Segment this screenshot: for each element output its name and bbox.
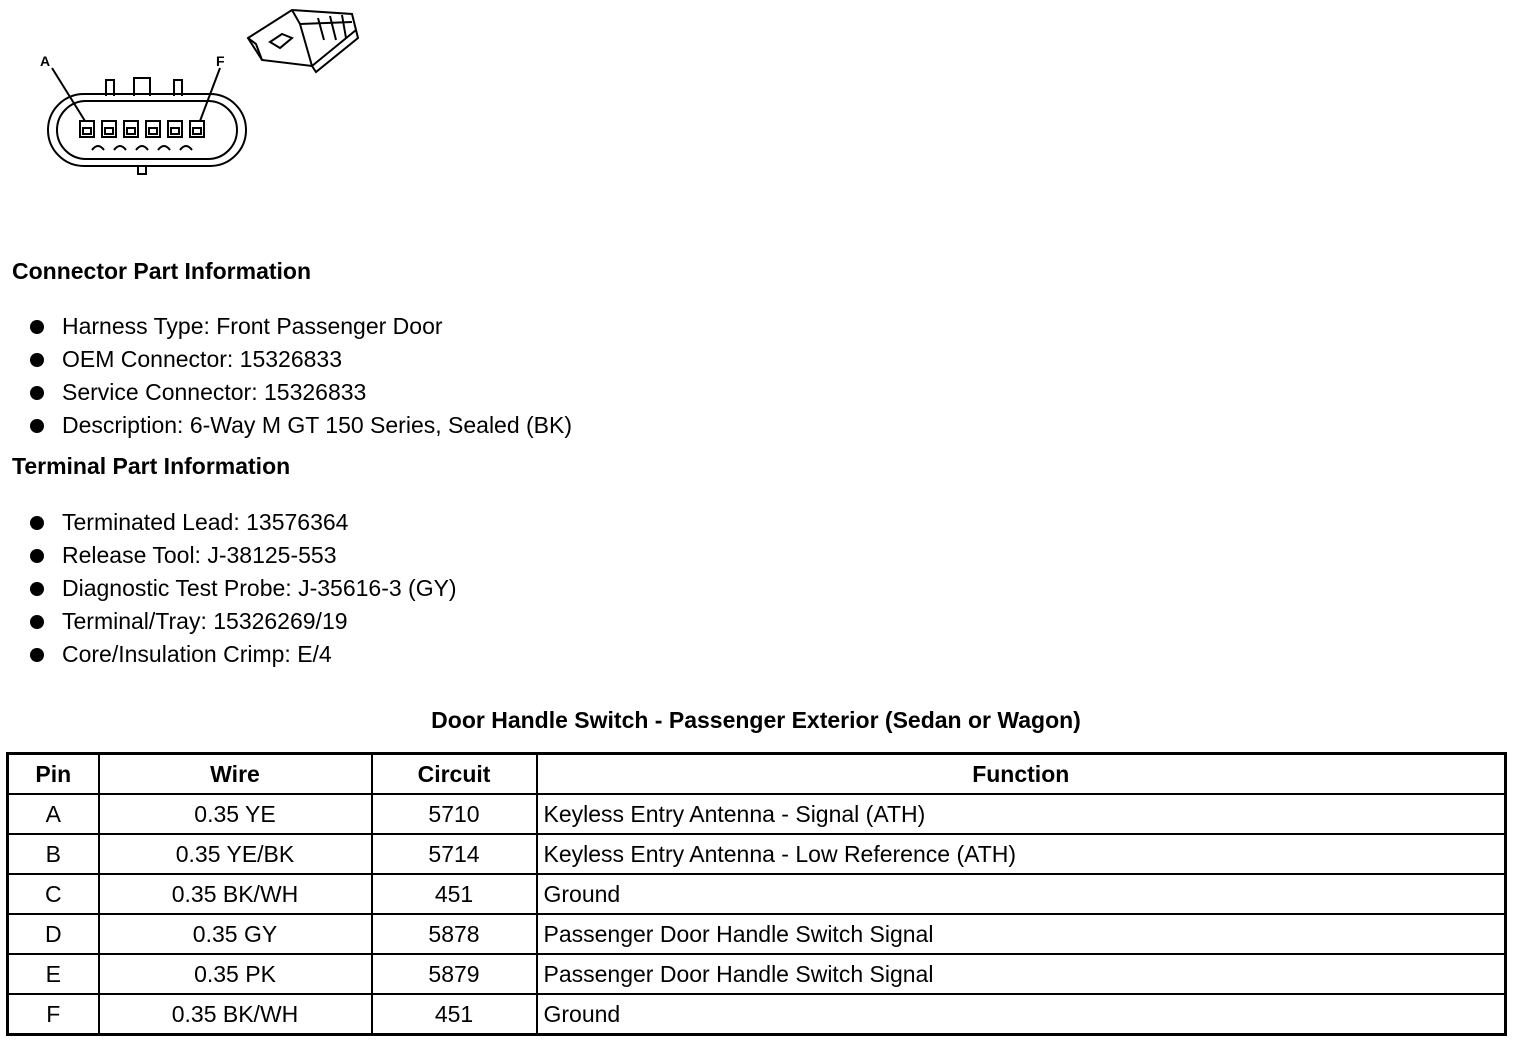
- cell-function: Ground: [537, 874, 1506, 914]
- cell-circuit: 5879: [372, 954, 537, 994]
- list-item: [30, 376, 572, 409]
- bullet-icon: [30, 615, 44, 629]
- pinout-table: [6, 752, 1507, 1036]
- connector-isometric-view: [248, 10, 358, 72]
- cell-wire: 0.35 BK/WH: [99, 994, 372, 1035]
- cell-wire: 0.35 BK/WH: [99, 874, 372, 914]
- list-item-text: Release Tool: J-38125-553: [62, 542, 337, 568]
- cell-pin: D: [8, 914, 99, 954]
- list-item: [30, 605, 457, 638]
- bullet-icon: [30, 353, 44, 367]
- table-row: [8, 874, 1506, 914]
- table-header-row: [8, 754, 1506, 795]
- list-item-text: Core/Insulation Crimp: E/4: [62, 641, 332, 667]
- cell-pin: C: [8, 874, 99, 914]
- connector-info-heading: Connector Part Information: [12, 258, 312, 284]
- list-item-text: OEM Connector: 15326833: [62, 346, 343, 372]
- pin-cavities: [80, 121, 204, 137]
- cell-pin: A: [8, 794, 99, 834]
- list-item-text: Harness Type: Front Passenger Door: [62, 313, 443, 339]
- table-row: [8, 834, 1506, 874]
- connector-diagram: [30, 0, 370, 180]
- bullet-icon: [30, 582, 44, 596]
- list-item: [30, 638, 457, 671]
- bullet-icon: [30, 419, 44, 433]
- cell-circuit: 5710: [372, 794, 537, 834]
- header-wire: Wire: [99, 754, 372, 795]
- header-pin: Pin: [8, 754, 99, 795]
- list-item-text: Description: 6-Way M GT 150 Series, Sealed (BK): [62, 412, 573, 438]
- pin-label-a: A: [40, 53, 51, 69]
- cell-function: Passenger Door Handle Switch Signal: [537, 954, 1506, 994]
- cell-function: Keyless Entry Antenna - Low Reference (ATH): [537, 834, 1506, 874]
- terminal-info-list: [30, 506, 457, 671]
- list-item: [30, 310, 572, 343]
- cell-pin: B: [8, 834, 99, 874]
- cell-wire: 0.35 YE/BK: [99, 834, 372, 874]
- cell-wire: 0.35 PK: [99, 954, 372, 994]
- list-item: [30, 343, 572, 376]
- cell-function: Keyless Entry Antenna - Signal (ATH): [537, 794, 1506, 834]
- bullet-icon: [30, 516, 44, 530]
- list-item: [30, 539, 457, 572]
- bullet-icon: [30, 320, 44, 334]
- list-item-text: Diagnostic Test Probe: J-35616-3 (GY): [62, 575, 457, 601]
- list-item: [30, 409, 572, 442]
- table-row: [8, 794, 1506, 834]
- terminal-info-heading: Terminal Part Information: [12, 453, 291, 479]
- cell-pin: F: [8, 994, 99, 1035]
- list-item: [30, 572, 457, 605]
- table-row: [8, 914, 1506, 954]
- bullet-icon: [30, 648, 44, 662]
- cell-circuit: 451: [372, 994, 537, 1035]
- cell-wire: 0.35 YE: [99, 794, 372, 834]
- list-item-text: Service Connector: 15326833: [62, 379, 367, 405]
- cell-pin: E: [8, 954, 99, 994]
- cell-circuit: 5714: [372, 834, 537, 874]
- cell-circuit: 451: [372, 874, 537, 914]
- cell-circuit: 5878: [372, 914, 537, 954]
- connector-bottom-ribs: [92, 146, 192, 150]
- cell-function: Passenger Door Handle Switch Signal: [537, 914, 1506, 954]
- list-item: [30, 506, 457, 539]
- bullet-icon: [30, 549, 44, 563]
- list-item-text: Terminal/Tray: 15326269/19: [62, 608, 348, 634]
- connector-info-list: [30, 310, 572, 442]
- cell-wire: 0.35 GY: [99, 914, 372, 954]
- connector-key: [138, 166, 146, 174]
- table-row: [8, 994, 1506, 1035]
- header-circuit: Circuit: [372, 754, 537, 795]
- bullet-icon: [30, 386, 44, 400]
- pin-label-f: F: [216, 53, 225, 69]
- table-row: [8, 954, 1506, 994]
- cell-function: Ground: [537, 994, 1506, 1035]
- table-title: Door Handle Switch - Passenger Exterior (Sedan or Wagon): [431, 707, 1081, 733]
- list-item-text: Terminated Lead: 13576364: [62, 509, 349, 535]
- header-function: Function: [537, 754, 1506, 795]
